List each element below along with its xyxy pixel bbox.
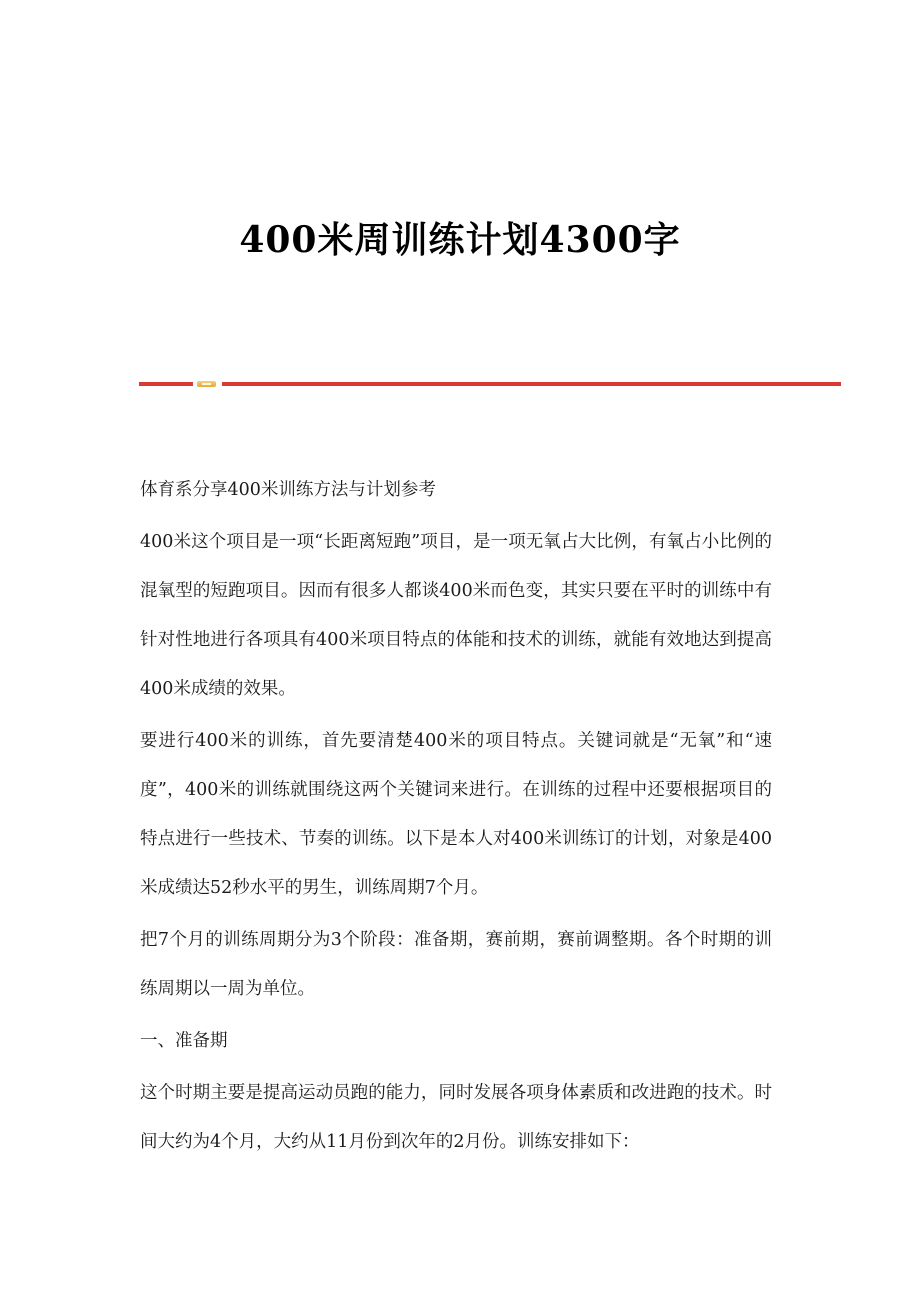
section-heading-preparation: 一、准备期 <box>140 1031 228 1051</box>
document-title: 400米周训练计划4300字 <box>239 219 681 261</box>
divider-right-segment <box>222 382 841 386</box>
divider-ornament-icon <box>197 381 216 387</box>
paragraph-overview: 400米这个项目是一项“长距离短跑”项目，是一项无氧占大比例，有氧占小比例的混氧型的短跑项目。因而有很多人都谈400米而色变，其实只要在平时的训练中有针对性地进行各项具有400米项目特点的体能和技术的训练，就能有效地达到提高400米成绩的效果。 <box>140 532 772 699</box>
divider-left-segment <box>139 382 193 386</box>
paragraph-preparation: 这个时期主要是提高运动员跑的能力，同时发展各项身体素质和改进跑的技术。时间大约为4个月，大约从11月份到次年的2月份。训练安排如下： <box>140 1083 772 1152</box>
title-divider <box>139 380 841 388</box>
paragraph-intro: 体育系分享400米训练方法与计划参考 <box>140 480 436 500</box>
document-body <box>140 466 772 1167</box>
paragraph-phases: 把7个月的训练周期分为3个阶段：准备期，赛前期，赛前调整期。各个时期的训练周期以一周为单位。 <box>140 930 772 999</box>
paragraph-characteristics: 要进行400米的训练，首先要清楚400米的项目特点。关键词就是“无氧”和“速度”，400米的训练就围绕这两个关键词来进行。在训练的过程中还要根据项目的特点进行一些技术、节奏的训练。以下是本人对400米训练订的计划，对象是400米成绩达52秒水平的男生，训练周期7个月。 <box>140 731 772 898</box>
